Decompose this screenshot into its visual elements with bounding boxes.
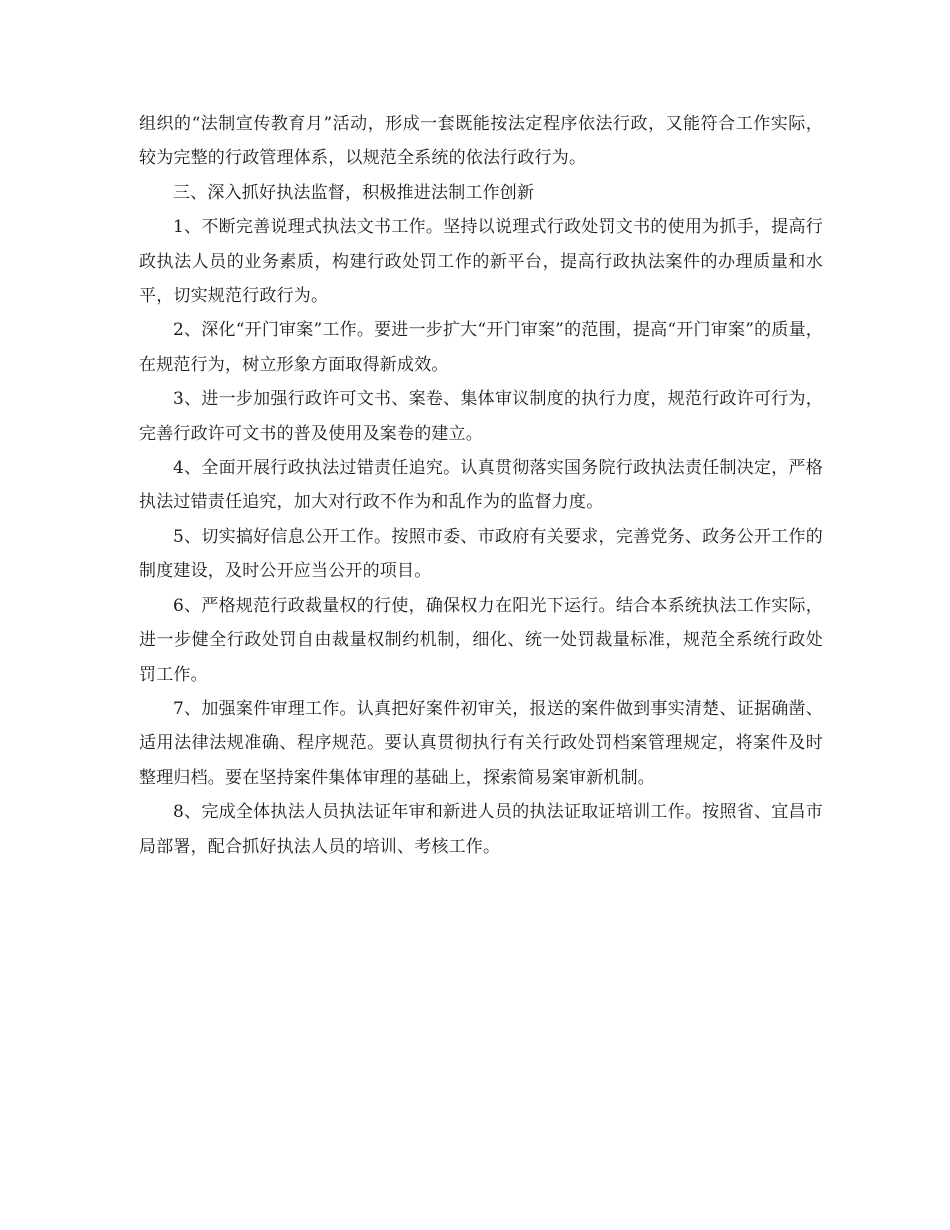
paragraph-item-2: 2、深化“开门审案”工作。要进一步扩大“开门审案”的范围，提高“开门审案”的质量，在规范行为，树立形象方面取得新成效。	[139, 320, 823, 375]
paragraph-continuation: 组织的“法制宣传教育月”活动，形成一套既能按法定程序依法行政，又能符合工作实际，较为完整的行政管理体系，以规范全系统的依法行政行为。	[139, 114, 823, 169]
paragraph-item-3: 3、进一步加强行政许可文书、案卷、集体审议制度的执行力度，规范行政许可行为，完善行政许可文书的普及使用及案卷的建立。	[139, 389, 823, 444]
paragraph-item-8: 8、完成全体执法人员执法证年审和新进人员的执法证取证培训工作。按照省、宜昌市局部署，配合抓好执法人员的培训、考核工作。	[139, 802, 823, 857]
document-body	[139, 107, 823, 864]
paragraph-item-1: 1、不断完善说理式执法文书工作。坚持以说理式行政处罚文书的使用为抓手，提高行政执法人员的业务素质，构建行政处罚工作的新平台，提高行政执法案件的办理质量和水平，切实规范行政行为。	[139, 217, 823, 307]
section-heading: 三、深入抓好执法监督，积极推进法制工作创新	[173, 182, 535, 203]
paragraph-item-6: 6、严格规范行政裁量权的行使，确保权力在阳光下运行。结合本系统执法工作实际，进一步健全行政处罚自由裁量权制约机制，细化、统一处罚裁量标准，规范全系统行政处罚工作。	[139, 595, 823, 685]
paragraph-item-7: 7、加强案件审理工作。认真把好案件初审关，报送的案件做到事实清楚、证据确凿、适用法律法规准确、程序规范。要认真贯彻执行有关行政处罚档案管理规定，将案件及时整理归档。要在坚持案件集体审理的基础上，探索简易案审新机制。	[139, 698, 823, 788]
paragraph-item-5: 5、切实搞好信息公开工作。按照市委、市政府有关要求，完善党务、政务公开工作的制度建设，及时公开应当公开的项目。	[139, 526, 823, 582]
paragraph-item-4: 4、全面开展行政执法过错责任追究。认真贯彻落实国务院行政执法责任制决定，严格执法过错责任追究，加大对行政不作为和乱作为的监督力度。	[139, 458, 823, 513]
